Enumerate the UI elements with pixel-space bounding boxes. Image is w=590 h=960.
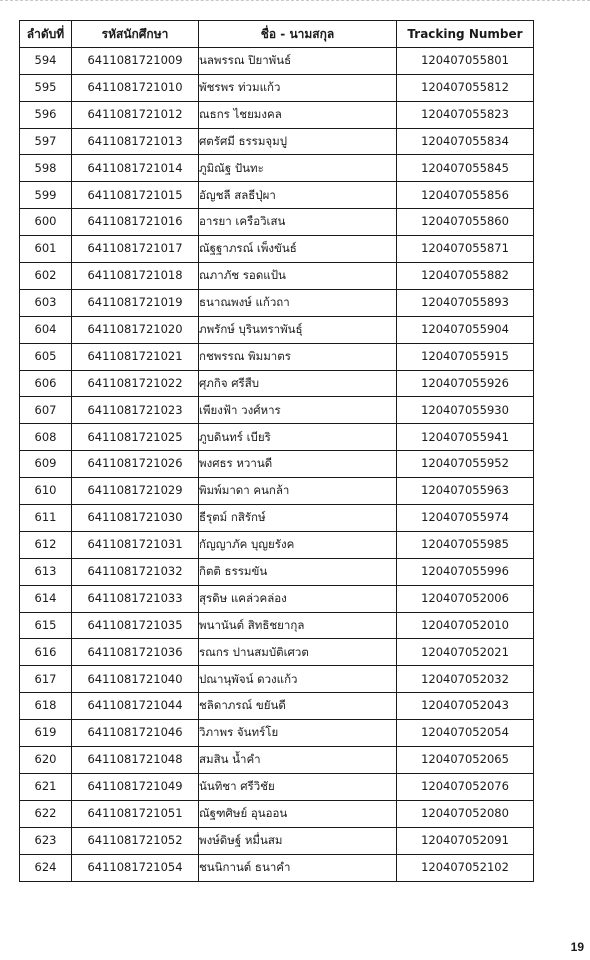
tracking-number: 120407055812: [397, 74, 534, 101]
row-number: 618: [20, 693, 72, 720]
student-name: นันทิชา ศรีวิชัย: [199, 773, 397, 800]
student-name: ปณานุพัจน์ ดวงแก้ว: [199, 666, 397, 693]
student-name: ชนนิกานต์ ธนาคำ: [199, 854, 397, 881]
student-id: 6411081721009: [72, 47, 199, 74]
tracking-number: 120407055974: [397, 505, 534, 532]
tracking-number: 120407052091: [397, 827, 534, 854]
student-name: นลพรรณ ปิยาพันธ์: [199, 47, 397, 74]
row-number: 595: [20, 74, 72, 101]
student-id: 6411081721032: [72, 558, 199, 585]
row-number: 620: [20, 747, 72, 774]
tracking-number: 120407052076: [397, 773, 534, 800]
table-row: [20, 263, 534, 290]
student-id: 6411081721036: [72, 639, 199, 666]
student-name: กิตติ ธรรมขัน: [199, 558, 397, 585]
student-id: 6411081721029: [72, 478, 199, 505]
tracking-number: 120407055952: [397, 451, 534, 478]
tracking-number: 120407055882: [397, 263, 534, 290]
table-row: [20, 370, 534, 397]
row-number: 607: [20, 397, 72, 424]
student-id: 6411081721044: [72, 693, 199, 720]
table-row: [20, 101, 534, 128]
table-row: [20, 74, 534, 101]
tracking-number: 120407055845: [397, 155, 534, 182]
student-id: 6411081721014: [72, 155, 199, 182]
table-row: [20, 182, 534, 209]
student-name: รณกร ปานสมบัติเศวต: [199, 639, 397, 666]
tracking-number: 120407052010: [397, 612, 534, 639]
student-name: กชพรรณ พิมมาตร: [199, 343, 397, 370]
student-id: 6411081721016: [72, 209, 199, 236]
student-name: อัญชลี สลธีปุ่ผา: [199, 182, 397, 209]
tracking-number: 120407052043: [397, 693, 534, 720]
row-number: 594: [20, 47, 72, 74]
row-number: 600: [20, 209, 72, 236]
tracking-number: 120407055871: [397, 236, 534, 263]
student-name: สุรดิษ แคล่วคล่อง: [199, 585, 397, 612]
header-number: ลำดับที่: [20, 21, 72, 48]
student-id: 6411081721020: [72, 316, 199, 343]
tracking-number: 120407052032: [397, 666, 534, 693]
table-row: [20, 800, 534, 827]
student-id: 6411081721012: [72, 101, 199, 128]
row-number: 611: [20, 505, 72, 532]
table-row: [20, 612, 534, 639]
table-row: [20, 505, 534, 532]
row-number: 598: [20, 155, 72, 182]
tracking-number: 120407055904: [397, 316, 534, 343]
tracking-number: 120407052054: [397, 720, 534, 747]
tracking-number: 120407052006: [397, 585, 534, 612]
table-row: [20, 209, 534, 236]
table-row: [20, 155, 534, 182]
student-name: พัชรพร ท่วมแก้ว: [199, 74, 397, 101]
row-number: 608: [20, 424, 72, 451]
student-name: อารยา เครือวิเสน: [199, 209, 397, 236]
table-row: [20, 343, 534, 370]
student-id: 6411081721021: [72, 343, 199, 370]
table-row: [20, 693, 534, 720]
table-row: [20, 316, 534, 343]
row-number: 605: [20, 343, 72, 370]
student-name: กัญญาภัค บุญยรังค: [199, 531, 397, 558]
row-number: 617: [20, 666, 72, 693]
student-name: ณภาภัช รอดแป้น: [199, 263, 397, 290]
student-id: 6411081721015: [72, 182, 199, 209]
tracking-number: 120407055801: [397, 47, 534, 74]
header-tracking-number: Tracking Number: [397, 21, 534, 48]
row-number: 622: [20, 800, 72, 827]
student-id: 6411081721031: [72, 531, 199, 558]
table-row: [20, 128, 534, 155]
student-name: วิภาพร จันทร์โย: [199, 720, 397, 747]
row-number: 601: [20, 236, 72, 263]
table-row: [20, 424, 534, 451]
table-row: [20, 531, 534, 558]
student-id: 6411081721022: [72, 370, 199, 397]
row-number: 609: [20, 451, 72, 478]
row-number: 602: [20, 263, 72, 290]
table-row: [20, 236, 534, 263]
student-name: สมสิน น้ำคำ: [199, 747, 397, 774]
table-row: [20, 720, 534, 747]
tracking-number: 120407055926: [397, 370, 534, 397]
row-number: 614: [20, 585, 72, 612]
table-body: [20, 47, 534, 881]
tracking-number: 120407052021: [397, 639, 534, 666]
row-number: 603: [20, 289, 72, 316]
table-row: [20, 639, 534, 666]
table-row: [20, 854, 534, 881]
row-number: 613: [20, 558, 72, 585]
table-row: [20, 478, 534, 505]
student-id: 6411081721033: [72, 585, 199, 612]
top-divider: [0, 0, 590, 1]
table-row: [20, 666, 534, 693]
table-row: [20, 47, 534, 74]
table-row: [20, 747, 534, 774]
student-id: 6411081721052: [72, 827, 199, 854]
tracking-number: 120407055930: [397, 397, 534, 424]
student-name: พิมพ์มาดา คนกล้า: [199, 478, 397, 505]
row-number: 616: [20, 639, 72, 666]
tracking-number: 120407055941: [397, 424, 534, 451]
tracking-number: 120407055963: [397, 478, 534, 505]
tracking-number: 120407052065: [397, 747, 534, 774]
row-number: 599: [20, 182, 72, 209]
student-id: 6411081721018: [72, 263, 199, 290]
student-name: ณัฐฐาภรณ์ เพ็งขันธ์: [199, 236, 397, 263]
tracking-table: [19, 20, 534, 882]
tracking-number: 120407052080: [397, 800, 534, 827]
student-name: พนานันต์ สิทธิชยากุล: [199, 612, 397, 639]
row-number: 604: [20, 316, 72, 343]
student-id: 6411081721040: [72, 666, 199, 693]
tracking-number: 120407055996: [397, 558, 534, 585]
student-id: 6411081721013: [72, 128, 199, 155]
student-name: พงศธร หวานดี: [199, 451, 397, 478]
student-id: 6411081721025: [72, 424, 199, 451]
student-id: 6411081721048: [72, 747, 199, 774]
student-name: เพียงฟ้า วงศ์หาร: [199, 397, 397, 424]
student-id: 6411081721023: [72, 397, 199, 424]
page-number: 19: [570, 940, 584, 954]
tracking-number: 120407052102: [397, 854, 534, 881]
student-name: ศตรัศมี ธรรมจุมปู: [199, 128, 397, 155]
table-row: [20, 773, 534, 800]
table-row: [20, 451, 534, 478]
student-name: พงษ์ดิษฐ์ หมื่นสม: [199, 827, 397, 854]
table-row: [20, 289, 534, 316]
tracking-number: 120407055860: [397, 209, 534, 236]
tracking-number: 120407055985: [397, 531, 534, 558]
row-number: 621: [20, 773, 72, 800]
student-name: ภพรักษ์ บุรินทราพันธุ์: [199, 316, 397, 343]
table-row: [20, 558, 534, 585]
row-number: 596: [20, 101, 72, 128]
student-id: 6411081721049: [72, 773, 199, 800]
student-id: 6411081721051: [72, 800, 199, 827]
student-name: ศุภกิจ ศรีสืบ: [199, 370, 397, 397]
header-name: ชื่อ - นามสกุล: [199, 21, 397, 48]
student-name: ธนาณพงษ์ แก้วถา: [199, 289, 397, 316]
row-number: 610: [20, 478, 72, 505]
student-name: ณัฐฑศิษย์ อุนออน: [199, 800, 397, 827]
tracking-number: 120407055856: [397, 182, 534, 209]
student-id: 6411081721046: [72, 720, 199, 747]
header-student-id: รหัสนักศึกษา: [72, 21, 199, 48]
student-id: 6411081721026: [72, 451, 199, 478]
row-number: 619: [20, 720, 72, 747]
student-id: 6411081721054: [72, 854, 199, 881]
row-number: 606: [20, 370, 72, 397]
student-id: 6411081721035: [72, 612, 199, 639]
row-number: 624: [20, 854, 72, 881]
student-name: ณธกร ไชยมงคล: [199, 101, 397, 128]
row-number: 597: [20, 128, 72, 155]
row-number: 612: [20, 531, 72, 558]
tracking-number: 120407055834: [397, 128, 534, 155]
table-row: [20, 397, 534, 424]
student-id: 6411081721017: [72, 236, 199, 263]
student-id: 6411081721019: [72, 289, 199, 316]
table-header-row: [20, 21, 534, 48]
tracking-number: 120407055893: [397, 289, 534, 316]
student-name: ภูมิณัฐ ปันทะ: [199, 155, 397, 182]
table-row: [20, 827, 534, 854]
row-number: 615: [20, 612, 72, 639]
row-number: 623: [20, 827, 72, 854]
student-name: ชลิดาภรณ์ ขยันดี: [199, 693, 397, 720]
student-name: ธีรุตม์ กสิรักษ์: [199, 505, 397, 532]
student-name: ภูบดินทร์ เบียริ: [199, 424, 397, 451]
table-row: [20, 585, 534, 612]
student-id: 6411081721030: [72, 505, 199, 532]
tracking-number: 120407055915: [397, 343, 534, 370]
student-id: 6411081721010: [72, 74, 199, 101]
tracking-number: 120407055823: [397, 101, 534, 128]
